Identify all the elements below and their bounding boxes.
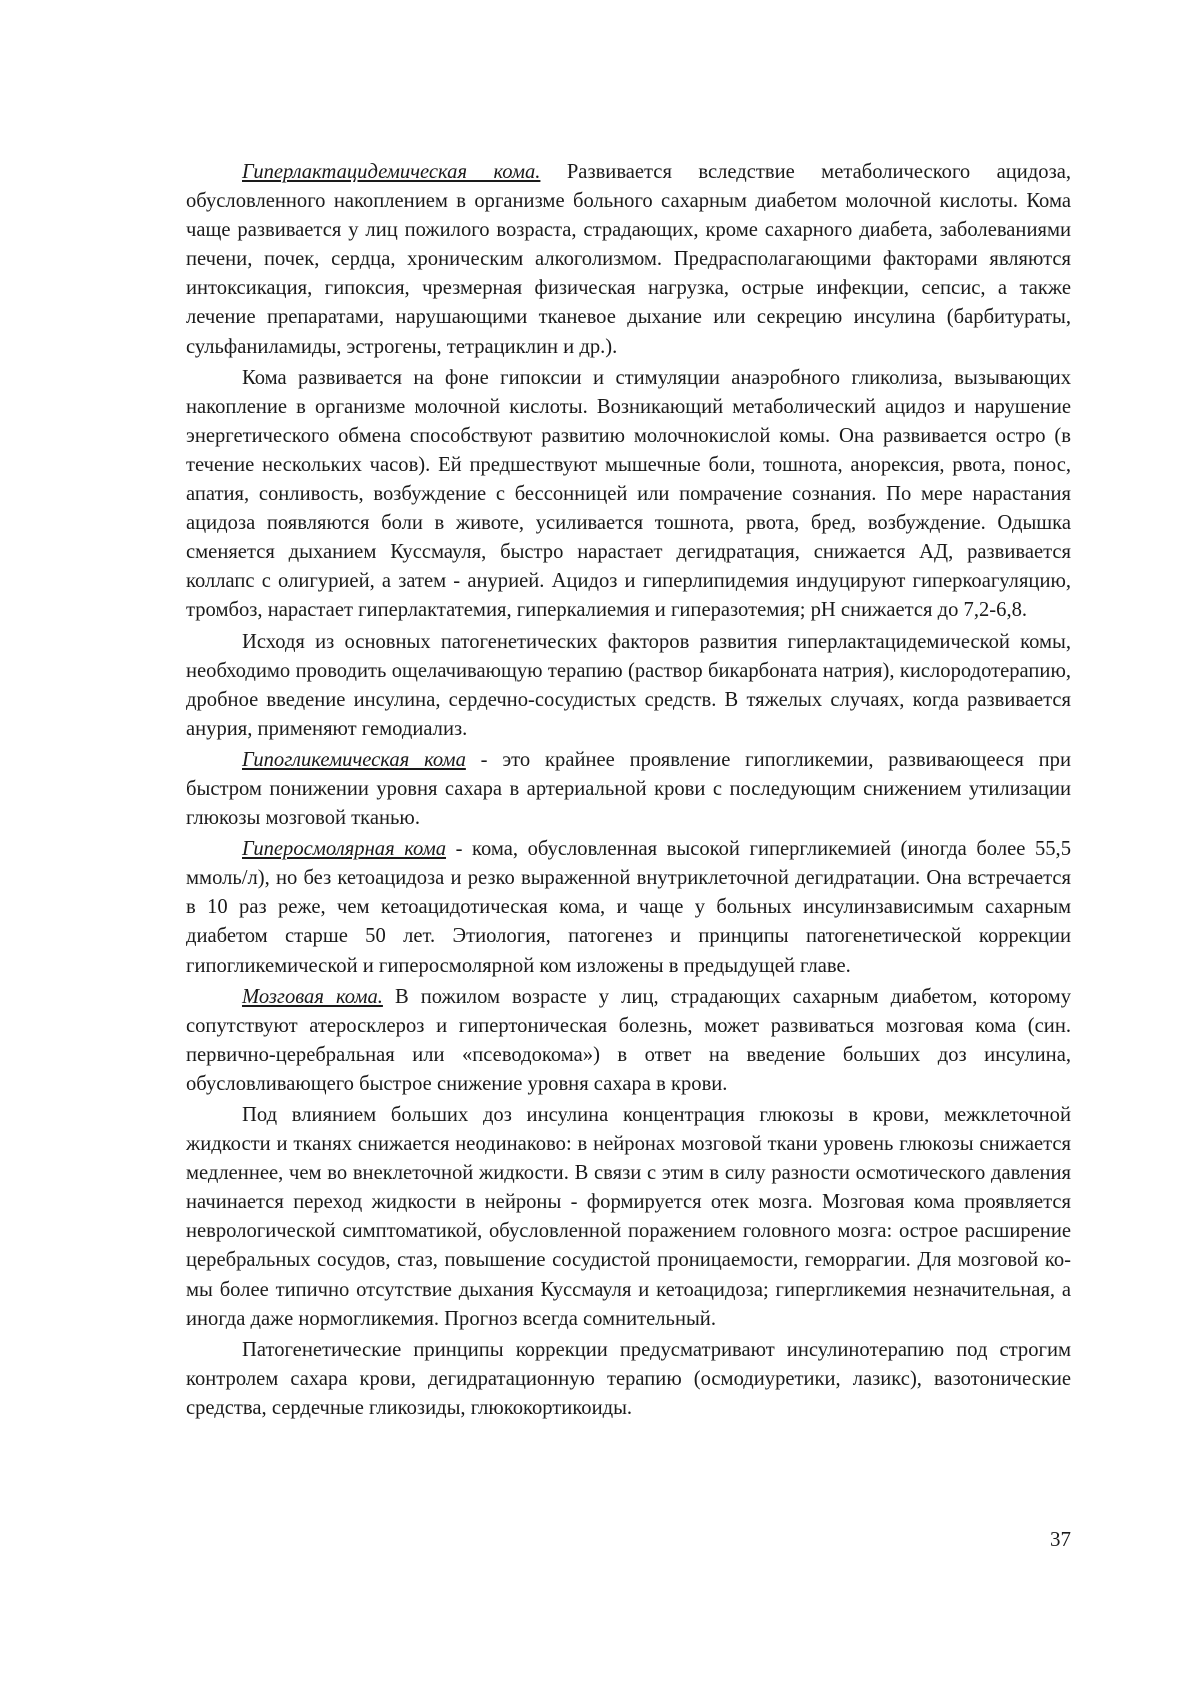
term-hyperlactacidemic-coma: Гиперлактацидемическая кома. xyxy=(242,161,541,183)
term-cerebral-coma: Мозговая кома. xyxy=(242,985,383,1008)
paragraph-therapy xyxy=(186,628,1071,744)
paragraph-text: - это крайнее проявление гипогликемии, развивающееся при быстром понижении уровня сахара в артериальной крови с последующим снижением утилизации глюкозы мозговой тканью. xyxy=(186,748,1071,830)
paragraph-insulin-effects xyxy=(186,1101,1071,1334)
paragraph-text: - кома, обусловленная высокой гипергликемией (иногда более 55,5 ммоль/л), но без кетоацидоза и резко выраженной внутриклеточной дегидратации. Она встречается в 10 раз реже, чем кетоацидотическая кома, и чаще у больных инсулинзависимым сахарным диабетом старше 50 лет. Этиология, патогенез и принципы патогенетической коррекции гипогликемической и гиперосмолярной ком изложены в предыдущей главе. xyxy=(186,838,1071,977)
paragraph-hyperosmolar-coma xyxy=(186,835,1071,980)
paragraph-cerebral-coma xyxy=(186,983,1071,1099)
paragraph-text: Развивается вследствие метаболического ацидоза, обусловленного накоплением в организме больного сахарным диабетом молочной кислоты. Кома чаще развивается у лиц пожилого возраста, страдающих, кроме сахарного диабета, заболеваниями печени, почек, сердца, хроническим алкоголизмом. Предрасполагающими факторами являются интоксикация, гипоксия, чрезмерная физическая нагрузка, острые инфекции, сепсис, а также лечение препаратами, нарушающими тканевое дыхание или секрецию инсулина (барбитураты, сульфаниламиды, эстрогены, тетрациклин и др.). xyxy=(186,161,1071,358)
paragraph-correction-principles xyxy=(186,1336,1071,1423)
paragraph-text: Под влиянием больших доз инсулина концентрация глюкозы в крови, межклеточной жидкости и тканях снижается неодинаково: в нейронах мозговой ткани уровень глюкозы снижается медленнее, чем во внеклеточной жидкости. В связи с этим в силу разности осмотического давления начинается переход жидкости в нейроны - формируется отек мозга. Мозговая кома проявляется неврологической симптоматикой, обусловленной поражением головного мозга: острое расширение церебральных сосудов, стаз, повышение сосудистой проницаемости, геморрагии. Для мозговой комы более типично отсутствие дыхания Куссмауля и кетоацидоза; гипергликемия незначительная, а иногда даже нормогликемия. Прогноз всегда сомнительный. xyxy=(186,1104,1071,1330)
term-hyperosmolar-coma: Гиперосмолярная кома xyxy=(242,838,447,861)
paragraph-coma-development xyxy=(186,364,1071,626)
paragraph-text: В пожилом возрасте у лиц, страдающих сахарным диабетом, которому сопутствуют атеросклероз и гипертоническая болезнь, может развиваться мозговая кома (син. первично-церебральная или «псеводокома») в ответ на введение больших доз инсулина, обусловливающего быстрое снижение уровня сахара в крови. xyxy=(186,985,1071,1095)
body-text xyxy=(186,158,1071,1423)
paragraph-text: Патогенетические принципы коррекции предусматривают инсулинотерапию под строгим контролем сахара крови, дегидратационную терапию (осмодиуретики, лазикс), вазотонические средства, сердечные гликозиды, глюкокортикоиды. xyxy=(186,1338,1071,1419)
term-hypoglycemic-coma: Гипогликемическая кома xyxy=(242,748,466,771)
paragraph-hyperlactacidemic-coma xyxy=(186,158,1071,362)
paragraph-hypoglycemic-coma xyxy=(186,746,1071,833)
paragraph-text: Исходя из основных патогенетических факторов развития гиперлактацидемической комы, необходимо проводить ощелачивающую терапию (раствор бикарбоната натрия), кислородотерапию, дробное введение инсулина, сердечно-сосудистых средств. В тяжелых случаях, когда развивается анурия, применяют гемодиализ. xyxy=(186,630,1071,740)
page-number: 37 xyxy=(1050,1527,1071,1551)
paragraph-text: Кома развивается на фоне гипоксии и стимуляции анаэробного гликолиза, вызывающих накопление в организме молочной кислоты. Возникающий метаболический ацидоз и нарушение энергетического обмена способствуют развитию молочнокислой комы. Она развивается остро (в течение нескольких часов). Ей предшествуют мышечные боли, тошнота, анорексия, рвота, понос, апатия, сонливость, возбуждение с бессонницей или помрачение сознания. По мере нарастания ацидоза появляются боли в животе, усиливается тошнота, рвота, бред, возбуждение. Одышка сменяется дыханием Куссмауля, быстро нарастает дегидратация, снижается АД, развивается коллапс с олигурией, а затем - анурией. Ацидоз и гиперлипидемия индуцируют гиперкоагуляцию, тромбоз, нарастает гиперлактатемия, гиперкалиемия и гиперазотемия; pH снижается до 7,2-6,8. xyxy=(186,366,1071,622)
